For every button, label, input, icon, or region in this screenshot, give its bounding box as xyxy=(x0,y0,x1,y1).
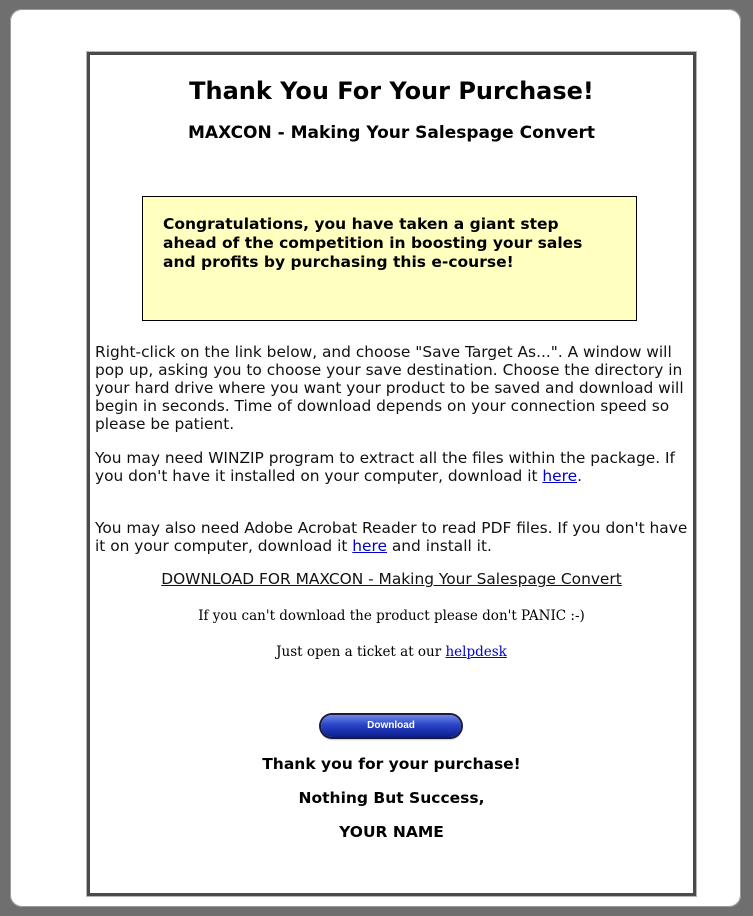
download-product-link[interactable]: DOWNLOAD FOR MAXCON - Making Your Salespage Convert xyxy=(161,570,622,588)
congrats-text: Congratulations, you have taken a giant step ahead of the competition in boosting your sales and profits by purchasing this e-course! xyxy=(163,215,583,271)
winzip-text: You may need WINZIP program to extract all the files within the package. If you don't have it installed on your computer, download it xyxy=(95,449,675,485)
winzip-here-link[interactable]: here xyxy=(542,467,578,485)
download-link-row xyxy=(90,570,693,588)
ticket-line xyxy=(90,644,693,660)
acrobat-end: and install it. xyxy=(386,537,492,555)
winzip-paragraph xyxy=(95,449,690,485)
page-subtitle: MAXCON - Making Your Salespage Convert xyxy=(188,123,595,143)
page-title: Thank You For Your Purchase! xyxy=(189,77,594,105)
page-frame xyxy=(10,9,741,907)
acrobat-paragraph xyxy=(95,519,690,555)
content-box xyxy=(87,52,696,896)
signoff-text: Nothing But Success, xyxy=(298,789,485,807)
acrobat-here-link[interactable]: here xyxy=(352,537,387,555)
download-button[interactable]: Download xyxy=(321,715,461,737)
acrobat-text: You may also need Adobe Acrobat Reader to read PDF files. If you don't have it on your computer, download it xyxy=(95,519,688,555)
winzip-end: . xyxy=(577,467,583,485)
congrats-box xyxy=(142,196,637,321)
thanks-text: Thank you for your purchase! xyxy=(262,755,521,773)
name-text: YOUR NAME xyxy=(339,823,444,841)
helpdesk-link[interactable]: helpdesk xyxy=(445,644,507,660)
instructions-paragraph: Right-click on the link below, and choose "Save Target As...". A window will pop up, asking you to choose your save destination. Choose the directory in your hard drive where you want your product to be saved and download will begin in seconds. Time of download depends on your connection speed so please be patient. xyxy=(95,343,684,433)
panic-text: If you can't download the product please don't PANIC :-) xyxy=(198,608,585,624)
ticket-text: Just open a ticket at our xyxy=(276,644,446,660)
